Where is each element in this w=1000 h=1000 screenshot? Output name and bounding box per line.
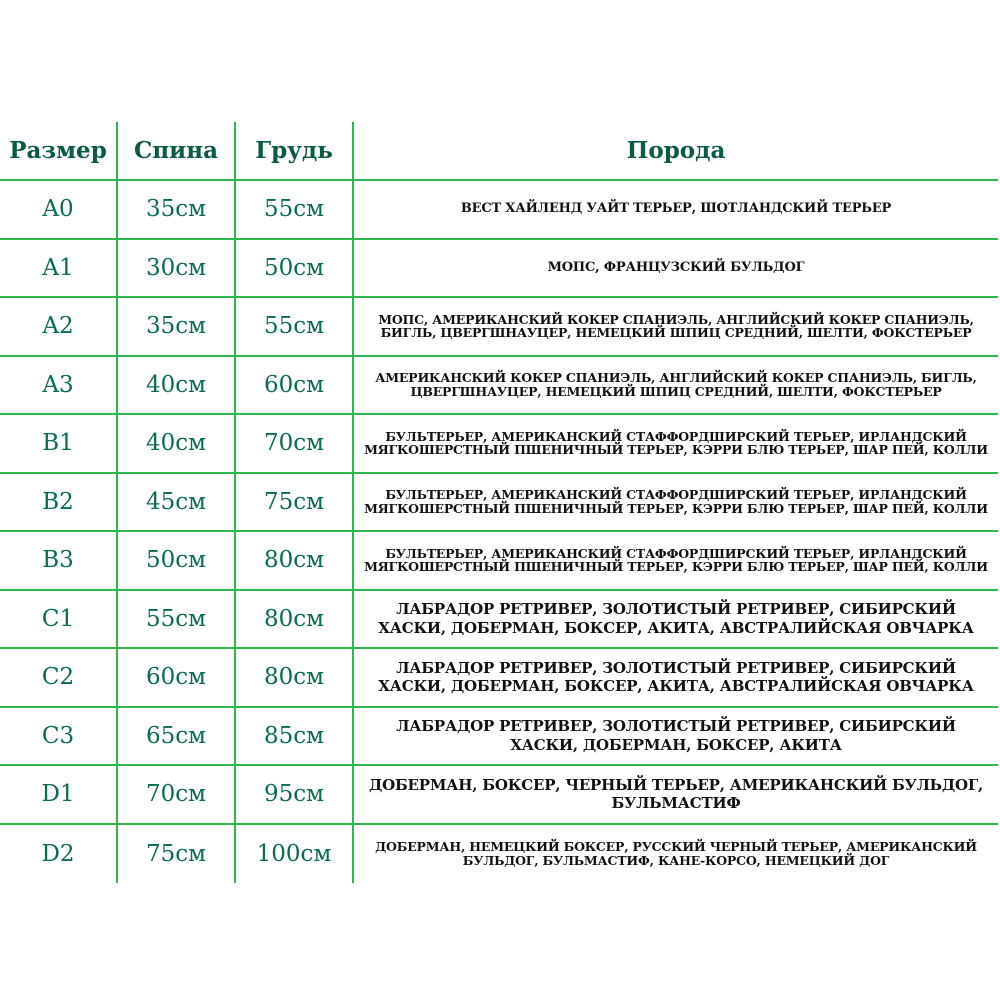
- chest-cell: 85см: [236, 708, 354, 765]
- size-cell: C1: [0, 591, 118, 648]
- size-cell: A2: [0, 298, 118, 355]
- table-body: [0, 181, 998, 883]
- breed-cell: БУЛЬТЕРЬЕР, АМЕРИКАНСКИЙ СТАФФОРДШИРСКИЙ ТЕРЬЕР, ИРЛАНДСКИЙ МЯГКОШЕРСТНЫЙ ПШЕНИЧНЫЙ ТЕРЬЕР, КЭРРИ БЛЮ ТЕРЬЕР, ШАР ПЕЙ, КОЛЛИ: [364, 428, 988, 458]
- chest-cell: 55см: [236, 181, 354, 238]
- table-row: [0, 708, 998, 767]
- table-row: [0, 415, 998, 474]
- back-cell: 60см: [118, 649, 236, 706]
- chest-cell: 50см: [236, 240, 354, 297]
- chest-cell: 80см: [236, 591, 354, 648]
- chest-cell: 95см: [236, 766, 354, 823]
- back-cell: 75см: [118, 825, 236, 884]
- size-cell: B1: [0, 415, 118, 472]
- breed-cell: БУЛЬТЕРЬЕР, АМЕРИКАНСКИЙ СТАФФОРДШИРСКИЙ ТЕРЬЕР, ИРЛАНДСКИЙ МЯГКОШЕРСТНЫЙ ПШЕНИЧНЫЙ ТЕРЬЕР, КЭРРИ БЛЮ ТЕРЬЕР, ШАР ПЕЙ, КОЛЛИ: [364, 487, 988, 516]
- breed-cell: ДОБЕРМАН, НЕМЕЦКИЙ БОКСЕР, РУССКИЙ ЧЕРНЫЙ ТЕРЬЕР, АМЕРИКАНСКИЙ БУЛЬДОГ, БУЛЬМАСТИФ, КАНЕ-КОРСО, НЕМЕЦКИЙ ДОГ: [375, 839, 977, 868]
- header-chest: Грудь: [236, 122, 354, 179]
- table-row: [0, 298, 998, 357]
- breed-cell: ДОБЕРМАН, БОКСЕР, ЧЕРНЫЙ ТЕРЬЕР, АМЕРИКАНСКИЙ БУЛЬДОГ, БУЛЬМАСТИФ: [368, 775, 984, 813]
- size-cell: A3: [0, 357, 118, 414]
- header-breed: Порода: [626, 137, 726, 164]
- size-cell: C3: [0, 708, 118, 765]
- size-chart-table: [0, 122, 998, 883]
- size-cell: D1: [0, 766, 118, 823]
- header-back: Спина: [118, 122, 236, 179]
- chest-cell: 75см: [236, 474, 354, 531]
- table-row: [0, 474, 998, 533]
- chest-cell: 80см: [236, 649, 354, 706]
- table-row: [0, 357, 998, 416]
- breed-cell: ЛАБРАДОР РЕТРИВЕР, ЗОЛОТИСТЫЙ РЕТРИВЕР, СИБИРСКИЙ ХАСКИ, ДОБЕРМАН, БОКСЕР, АКИТА, АВСТРАЛИЙСКАЯ ОВЧАРКА: [378, 658, 974, 696]
- size-cell: C2: [0, 649, 118, 706]
- table-row: [0, 532, 998, 591]
- chest-cell: 100см: [236, 825, 354, 884]
- size-cell: A0: [0, 181, 118, 238]
- table-row: [0, 766, 998, 825]
- table-header-row: [0, 122, 998, 181]
- back-cell: 50см: [118, 532, 236, 589]
- table-row: [0, 181, 998, 240]
- breed-cell: ЛАБРАДОР РЕТРИВЕР, ЗОЛОТИСТЫЙ РЕТРИВЕР, СИБИРСКИЙ ХАСКИ, ДОБЕРМАН, БОКСЕР, АКИТА: [396, 717, 956, 754]
- breed-cell: АМЕРИКАНСКИЙ КОКЕР СПАНИЭЛЬ, АНГЛИЙСКИЙ КОКЕР СПАНИЭЛЬ, БИГЛЬ, ЦВЕРГШНАУЦЕР, НЕМЕЦКИЙ ШПИЦ СРЕДНИЙ, ШЕЛТИ, ФОКСТЕРЬЕР: [375, 370, 977, 399]
- size-cell: A1: [0, 240, 118, 297]
- breed-cell: МОПС, ФРАНЦУЗСКИЙ БУЛЬДОГ: [547, 259, 805, 275]
- chest-cell: 80см: [236, 532, 354, 589]
- table-row: [0, 825, 998, 884]
- back-cell: 30см: [118, 240, 236, 297]
- chest-cell: 70см: [236, 415, 354, 472]
- size-cell: B3: [0, 532, 118, 589]
- back-cell: 35см: [118, 181, 236, 238]
- back-cell: 70см: [118, 766, 236, 823]
- chest-cell: 55см: [236, 298, 354, 355]
- table-row: [0, 591, 998, 650]
- size-cell: D2: [0, 825, 118, 884]
- back-cell: 35см: [118, 298, 236, 355]
- breed-cell: ЛАБРАДОР РЕТРИВЕР, ЗОЛОТИСТЫЙ РЕТРИВЕР, СИБИРСКИЙ ХАСКИ, ДОБЕРМАН, БОКСЕР, АКИТА, АВСТРАЛИЙСКАЯ ОВЧАРКА: [378, 600, 974, 637]
- breed-cell: ВЕСТ ХАЙЛЕНД УАЙТ ТЕРЬЕР, ШОТЛАНДСКИЙ ТЕРЬЕР: [460, 201, 892, 217]
- back-cell: 55см: [118, 591, 236, 648]
- size-cell: B2: [0, 474, 118, 531]
- chest-cell: 60см: [236, 357, 354, 414]
- table-row: [0, 240, 998, 299]
- back-cell: 40см: [118, 415, 236, 472]
- table-row: [0, 649, 998, 708]
- breed-cell: МОПС, АМЕРИКАНСКИЙ КОКЕР СПАНИЭЛЬ, АНГЛИЙСКИЙ КОКЕР СПАНИЭЛЬ, БИГЛЬ, ЦВЕРГШНАУЦЕР, НЕМЕЦКИЙ ШПИЦ СРЕДНИЙ, ШЕЛТИ, ФОКСТЕРЬЕР: [378, 311, 974, 341]
- breed-cell: БУЛЬТЕРЬЕР, АМЕРИКАНСКИЙ СТАФФОРДШИРСКИЙ ТЕРЬЕР, ИРЛАНДСКИЙ МЯГКОШЕРСТНЫЙ ПШЕНИЧНЫЙ ТЕРЬЕР, КЭРРИ БЛЮ ТЕРЬЕР, ШАР ПЕЙ, КОЛЛИ: [364, 545, 988, 575]
- header-size: Размер: [0, 122, 118, 179]
- back-cell: 40см: [118, 357, 236, 414]
- back-cell: 45см: [118, 474, 236, 531]
- back-cell: 65см: [118, 708, 236, 765]
